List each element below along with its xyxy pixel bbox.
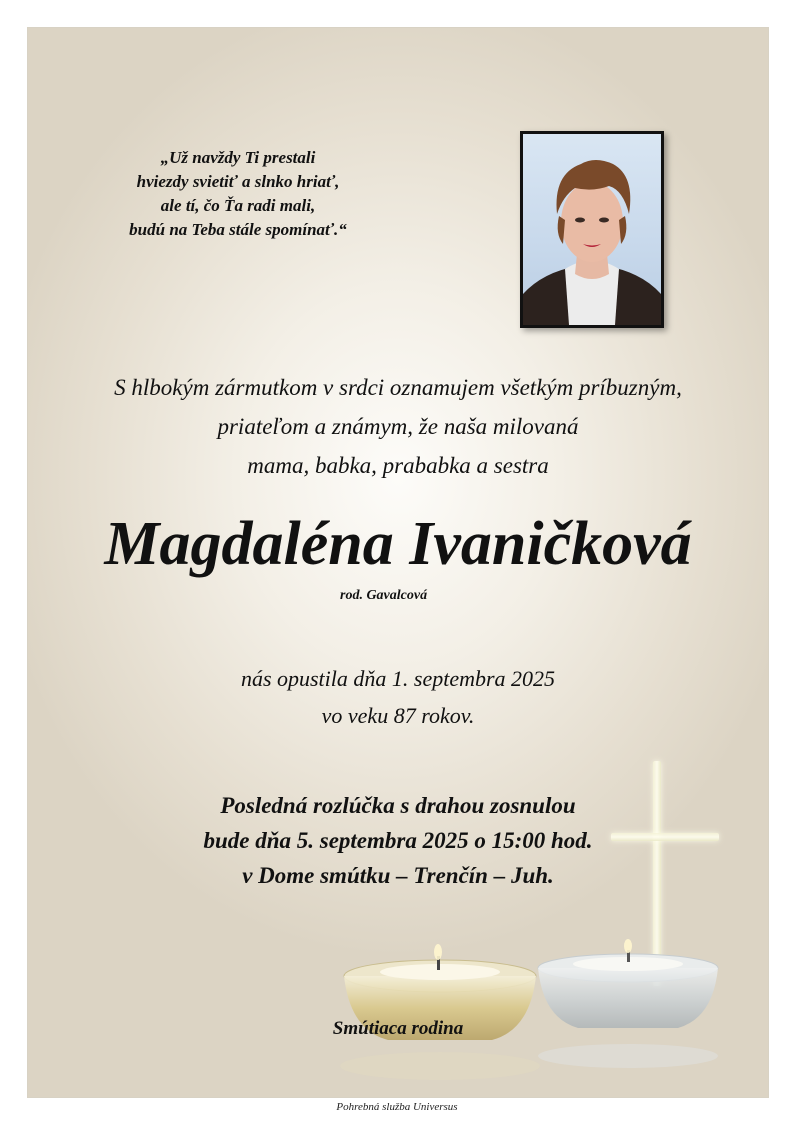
funeral-line: Posledná rozlúčka s drahou zosnulou — [220, 793, 576, 818]
quote-line: hviezdy svietiť a slnko hriať, — [136, 172, 340, 191]
quote-line: „Už navždy Ti prestali — [160, 148, 316, 167]
funeral-line: v Dome smútku – Trenčín – Juh. — [242, 863, 554, 888]
obituary-card — [27, 27, 769, 1098]
quote-line: budú na Teba stále spomínať.“ — [129, 220, 347, 239]
portrait-photo-frame — [520, 131, 664, 328]
announcement-text — [28, 368, 768, 485]
announcement-line: priateľom a známym, že naša milovaná — [217, 414, 579, 439]
death-line: nás opustila dňa 1. septembra 2025 — [240, 666, 556, 691]
memorial-quote — [108, 146, 368, 242]
announcement-line: S hlbokým zármutkom v srdci oznamujem všetkým príbuzným, — [114, 375, 682, 400]
deceased-name: Magdaléna Ivaničková — [104, 510, 692, 578]
funeral-line: bude dňa 5. septembra 2025 o 15:00 hod. — [203, 828, 593, 853]
candles-icon — [328, 908, 728, 1098]
cross-icon-bar — [611, 833, 719, 841]
announcement-line: mama, babka, prababka a sestra — [247, 453, 549, 478]
death-notice — [28, 660, 768, 734]
quote-line: ale tí, čo Ťa radi mali, — [160, 196, 316, 215]
portrait-illustration — [523, 134, 661, 325]
signature: Smútiaca rodina — [332, 1018, 464, 1039]
portrait-photo — [523, 134, 661, 325]
funeral-service-credit: Pohrebná služba Universus — [336, 1101, 458, 1113]
death-line: vo veku 87 rokov. — [321, 703, 475, 728]
maiden-name: rod. Gavalcová — [340, 588, 428, 603]
